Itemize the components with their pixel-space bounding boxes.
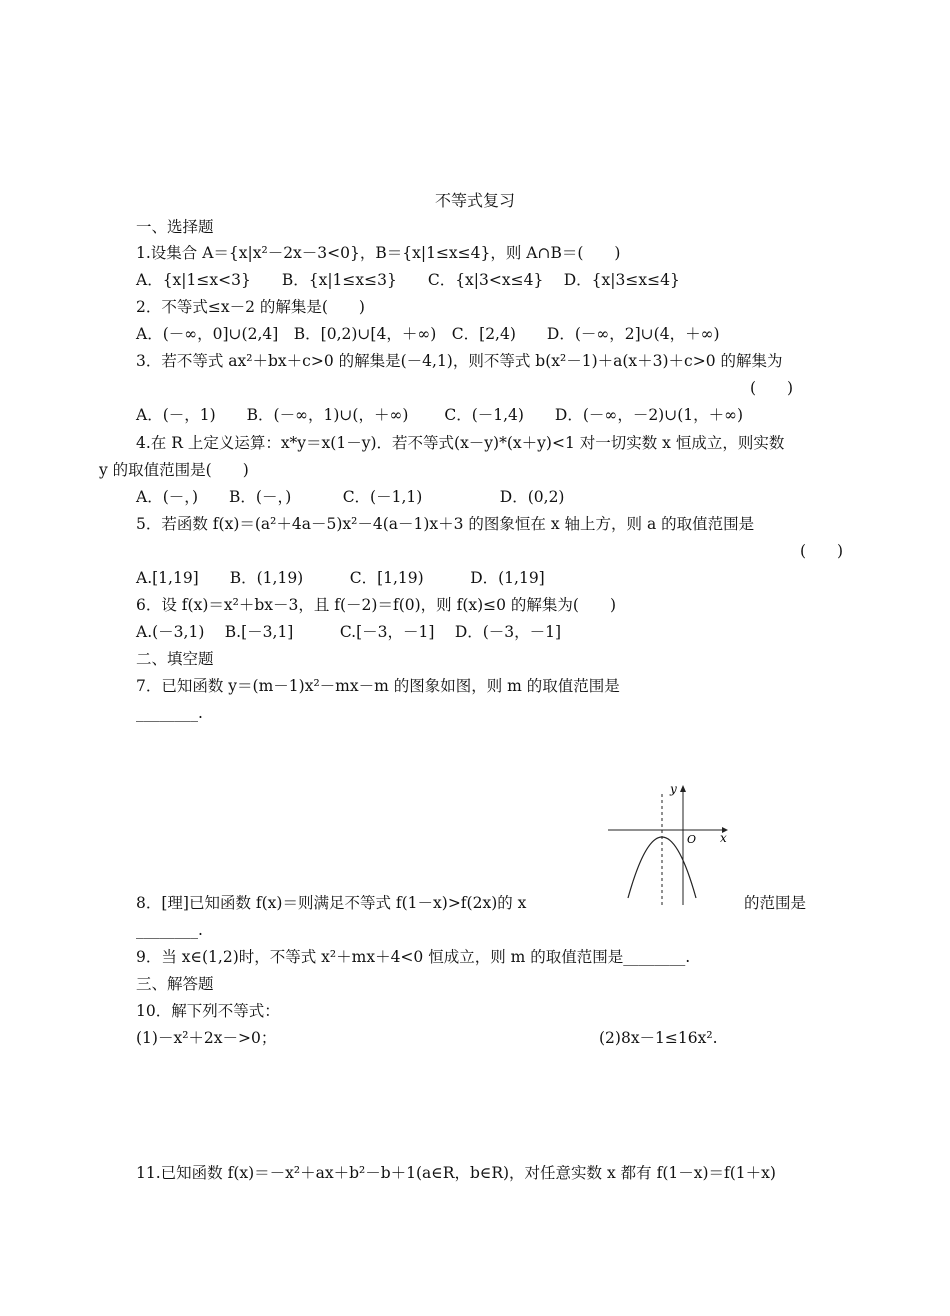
answer-blank: ( ) [750, 379, 794, 397]
section-heading: 二、填空题 [136, 650, 214, 668]
question-4-cont: y 的取值范围是( ) [99, 461, 249, 479]
question-2-options: A．(－∞，0]∪(2,4] B．[0,2)∪[4，＋∞) C．[2,4) D．(－∞，2]∪(4，＋∞) [136, 325, 720, 343]
y-axis-label: y [670, 782, 677, 796]
question-3: 3．若不等式 ax²＋bx＋c>0 的解集是(－4,1)，则不等式 b(x²－1)＋a(x＋3)＋c>0 的解集为 [136, 352, 783, 370]
question-1-options: A．{x|1≤x<3} B．{x|1≤x≤3} C．{x|3<x≤4} D．{x|3≤x≤4} [136, 271, 680, 289]
answer-line: ________. [136, 921, 203, 939]
section-heading: 一、选择题 [136, 218, 214, 236]
y-axis-arrow [680, 785, 686, 792]
question-1: 1.设集合 A＝{x|x²－2x－3<0}，B＝{x|1≤x≤4}，则 A∩B＝( ) [136, 244, 621, 262]
question-6-options: A.(－3,1) B.[－3,1] C.[－3，－1] D．(－3，－1] [136, 623, 562, 641]
page-title: 不等式复习 [434, 191, 515, 210]
question-6: 6．设 f(x)＝x²＋bx－3，且 f(－2)＝f(0)，则 f(x)≤0 的解集为( ) [136, 596, 617, 614]
question-7: 7．已知函数 y＝(m－1)x²－mx－m 的图象如图，则 m 的取值范围是 [136, 677, 620, 695]
question-5: 5．若函数 f(x)＝(a²＋4a－5)x²－4(a－1)x＋3 的图象恒在 x 轴上方，则 a 的取值范围是 [136, 515, 755, 533]
question-4: 4.在 R 上定义运算：x*y＝x(1－y)．若不等式(x－y)*(x＋y)<1 对一切实数 x 恒成立，则实数 [136, 434, 785, 452]
question-10: 10．解下列不等式： [136, 1002, 280, 1020]
answer-line: ________. [136, 704, 203, 722]
question-4-options: A．(－，) B．(－，) C．(－1,1) D．(0,2) [136, 488, 565, 506]
question-3-options: A．(－，1) B．(－∞，1)∪(，＋∞) C．(－1,4) D．(－∞，－2)∪(1，＋∞) [136, 406, 744, 424]
question-5-options: A.[1,19] B．(1,19) C．[1,19) D．(1,19] [136, 569, 545, 587]
question-8: 8．[理]已知函数 f(x)＝则满足不等式 f(1－x)>f(2x)的 x [136, 894, 527, 912]
origin-label: O [687, 833, 697, 846]
question-9: 9．当 x∈(1,2)时，不等式 x²＋mx＋4<0 恒成立，则 m 的取值范围是________. [136, 948, 691, 966]
answer-blank: ( ) [800, 542, 844, 560]
section-heading: 三、解答题 [136, 975, 214, 993]
parabola-graph [604, 780, 734, 910]
question-10-part-1: (1)－x²＋2x－>0； [136, 1029, 277, 1047]
question-11: 11.已知函数 f(x)＝－x²＋ax＋b²－b＋1(a∈R，b∈R)，对任意实数 x 都有 f(1－x)＝f(1＋x) [136, 1164, 776, 1182]
question-2: 2．不等式≤x－2 的解集是( ) [136, 298, 365, 316]
x-axis-label: x [720, 831, 727, 845]
question-10-part-2: (2)8x－1≤16x². [599, 1029, 718, 1047]
question-8-cont: 的范围是 [744, 894, 807, 912]
